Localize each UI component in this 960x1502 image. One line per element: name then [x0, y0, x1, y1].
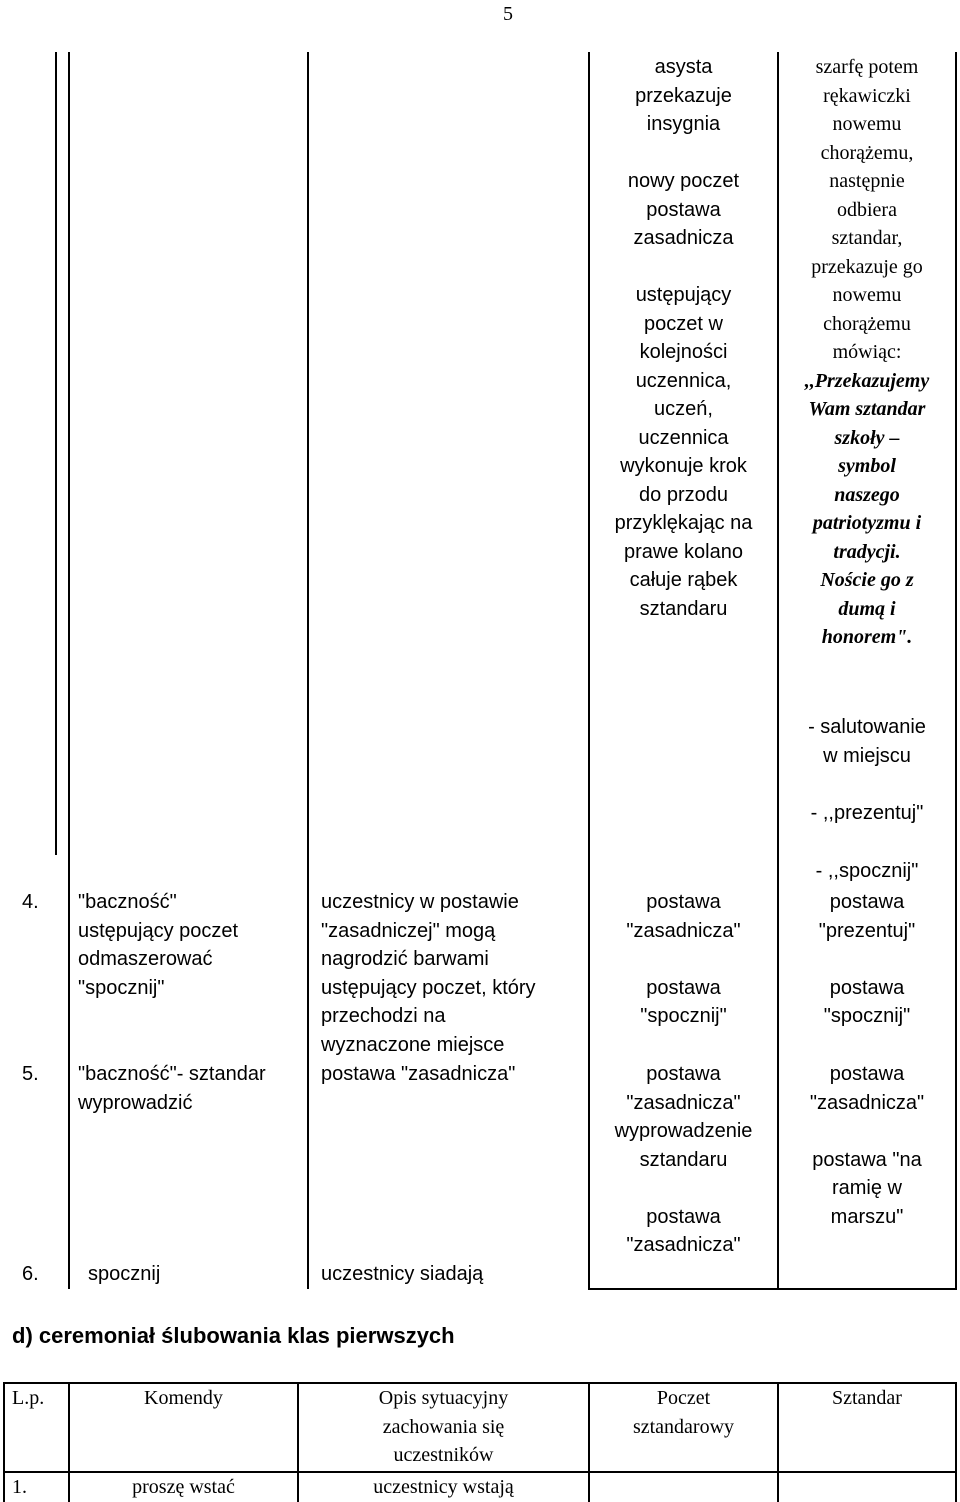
text-line: kolejności	[639, 341, 728, 363]
text-line: postawa	[829, 891, 905, 913]
row4-command	[78, 888, 238, 1002]
quote-line: Noście go z	[820, 569, 914, 591]
header-lp: L.p.	[12, 1387, 45, 1409]
text-line: - salutowanie	[808, 716, 926, 738]
page-number: 5	[503, 3, 513, 25]
quote-line: tradycji.	[833, 540, 901, 563]
text-line: postawa "na	[812, 1148, 922, 1171]
text-line: sztandar,	[831, 227, 903, 249]
quote-line: Wam sztandar	[808, 398, 926, 420]
row4-poczet	[590, 888, 777, 1031]
text-line: sztandarowy	[632, 1415, 735, 1438]
prezentuj-command: - ,,prezentuj"	[810, 802, 924, 824]
text-line: przechodzi na	[321, 1005, 446, 1027]
text-line: rękawiczki	[823, 84, 911, 107]
text-line: "zasadnicza"	[809, 1091, 925, 1114]
text-line: do przodu	[639, 483, 728, 506]
text-line: nagrodzić barwami	[321, 948, 489, 970]
row6-number: 6.	[22, 1263, 39, 1285]
text-line: "zasadnicza"	[626, 919, 741, 942]
text-line: ustępujący poczet	[78, 919, 239, 942]
section-heading: d) ceremoniał ślubowania klas pierwszych	[12, 1323, 455, 1348]
sztandar-column-text	[779, 53, 955, 652]
poczet-column-text	[590, 53, 777, 623]
row6-command: spocznij	[88, 1263, 161, 1285]
bottom-table-border-right	[955, 1382, 957, 1502]
header-komendy: Komendy	[144, 1387, 223, 1409]
text-line: uczestników	[393, 1444, 494, 1466]
text-line: następnie	[829, 170, 905, 192]
row5-description: postawa "zasadnicza"	[321, 1063, 516, 1085]
text-line: wykonuje krok	[620, 455, 747, 477]
text-line: insygnia	[646, 113, 721, 135]
row5-sztandar	[779, 1060, 955, 1231]
text-line: ustępujący	[635, 284, 732, 306]
text-line: nowy poczet	[627, 170, 740, 192]
text-line: poczet w	[644, 312, 723, 335]
text-line: prawe kolano	[624, 540, 743, 563]
text-line: "baczność"	[78, 891, 177, 913]
text-line: sztandaru	[639, 1148, 728, 1171]
header-sztandar: Sztandar	[832, 1387, 902, 1409]
text-line: postawa	[829, 1063, 905, 1085]
text-line: uczennica,	[635, 369, 732, 392]
text-line: mówiąc:	[832, 341, 902, 363]
row4-number: 4.	[22, 891, 39, 913]
quote-line: patriotyzmu i	[812, 512, 922, 534]
text-line: zasadnicza	[633, 227, 734, 249]
top-table-bottom-border	[588, 1288, 957, 1290]
text-line: "zasadnicza"	[626, 1234, 741, 1256]
text-line: w miejscu	[823, 744, 911, 767]
text-line: wyznaczone miejsce	[321, 1033, 505, 1056]
text-line: odmaszerować	[78, 948, 213, 970]
text-line: uczestnicy w postawie	[321, 891, 519, 913]
quote-line: naszego	[834, 483, 900, 506]
text-line: Opis sytuacyjny	[378, 1387, 509, 1409]
text-line: nowemu	[832, 113, 902, 135]
text-line: "prezentuj"	[818, 919, 916, 942]
top-table-vline-2	[68, 52, 70, 1289]
text-line: uczeń,	[654, 398, 713, 420]
quote-line: honorem".	[821, 626, 913, 648]
quote-line: szkoły –	[834, 426, 900, 449]
text-line: postawa	[646, 1063, 721, 1085]
text-line: marszu"	[830, 1205, 904, 1228]
row5-number: 5.	[22, 1063, 39, 1085]
text-line: asysta	[654, 56, 713, 78]
text-line: sztandaru	[639, 597, 728, 620]
quote-line: symbol	[838, 455, 896, 477]
top-table-border-left	[55, 52, 57, 855]
text-line: "spocznij"	[823, 1005, 911, 1027]
quote-line: ,,Przekazujemy	[804, 369, 930, 392]
text-line: zachowania się	[382, 1415, 505, 1438]
salutowanie-command	[779, 713, 955, 770]
spocznij-command: - ,,spocznij"	[815, 860, 919, 882]
text-line: odbiera	[837, 198, 897, 221]
text-line: postawa	[646, 1205, 721, 1228]
text-line: "zasadnicza"	[626, 1091, 741, 1114]
text-line: ramię w	[831, 1177, 902, 1199]
text-line: całuje rąbek	[629, 569, 738, 591]
text-line: przyklękając na	[614, 512, 753, 534]
top-table-border-right	[955, 52, 957, 1289]
bottom-table-border-left	[3, 1382, 5, 1502]
text-line: Poczet	[656, 1387, 711, 1409]
header-opis	[299, 1384, 588, 1470]
row4-sztandar	[779, 888, 955, 1031]
text-line: postawa	[646, 891, 721, 913]
text-line: chorążemu	[823, 312, 911, 335]
row6-description: uczestnicy siadają	[321, 1263, 484, 1285]
row5-command	[78, 1060, 266, 1117]
bottom-row1-description: uczestnicy wstają	[373, 1476, 514, 1498]
header-poczet	[590, 1384, 777, 1441]
text-line: postawa	[646, 976, 721, 999]
bottom-row1-command: proszę wstać	[132, 1476, 235, 1498]
row4-description	[321, 888, 536, 1059]
text-line: "spocznij"	[78, 976, 165, 999]
text-line: wyprowadzenie	[614, 1120, 753, 1142]
text-line: "zasadniczej" mogą	[321, 919, 496, 942]
text-line: przekazuje	[635, 84, 732, 107]
top-table-vline-3	[307, 52, 309, 1289]
text-line: przekazuje go	[811, 255, 923, 278]
bottom-row1-number: 1.	[12, 1476, 27, 1498]
row5-poczet	[590, 1060, 777, 1260]
text-line: postawa	[829, 976, 905, 999]
text-line: nowemu	[832, 284, 902, 306]
text-line: ustępujący poczet, który	[321, 976, 536, 999]
text-line: "spocznij"	[640, 1005, 727, 1027]
text-line: "baczność"- sztandar	[78, 1063, 266, 1085]
quote-line: dumą i	[838, 597, 896, 620]
text-line: szarfę potem	[815, 56, 919, 78]
text-line: chorążemu,	[820, 141, 914, 164]
text-line: postawa	[646, 198, 721, 221]
text-line: wyprowadzić	[78, 1091, 193, 1114]
text-line: uczennica	[638, 426, 729, 449]
